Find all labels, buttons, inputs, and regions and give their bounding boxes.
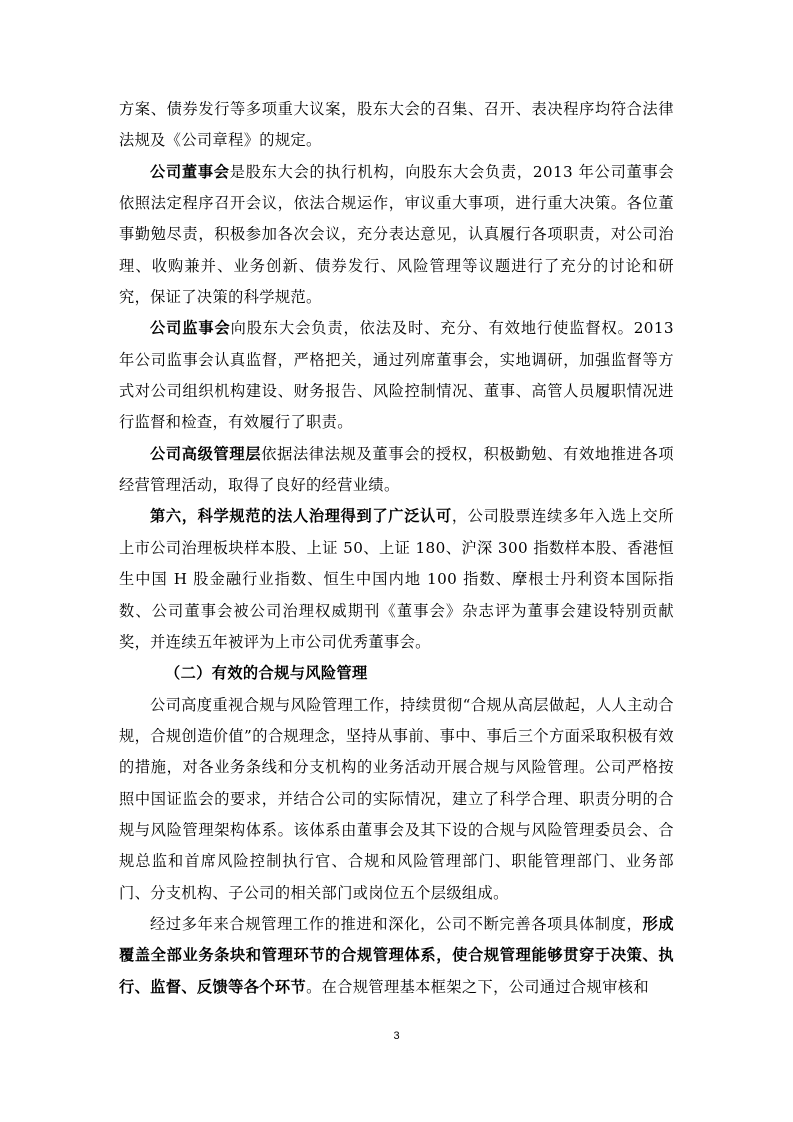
body-text bbox=[119, 94, 674, 1003]
paragraph-board-of-directors: 公司董事会是股东大会的执行机构，向股东大会负责，2013 年公司董事会依照法定程序召开会议，依法合规运作，审议重大事项，进行重大决策。各位董事勤勉尽责，积极参加各次会议，充分表达意见，认真履行各项职责，对公司治理、收购兼并、业务创新、债券发行、风险管理等议题进行了充分的讨论和研究，保证了决策的科学规范。 bbox=[119, 162, 675, 307]
paragraph-supervisory-board: 公司监事会向股东大会负责，依法及时、充分、有效地行使监督权。2013 年公司监事会认真监督，严格把关，通过列席董事会，实地调研，加强监督等方式对公司组织机构建设、财务报告、风险控制情况、董事、高管人员履职情况进行监督和检查，有效履行了职责。 bbox=[119, 319, 674, 432]
bold-lead: 公司监事会 bbox=[150, 319, 231, 338]
paragraph-recognition: 第六，科学规范的法人治理得到了广泛认可，公司股票连续多年入选上交所上市公司治理板块样本股、上证 50、上证 180、沪深 300 指数样本股、香港恒生中国 H 股金融行业指数、恒生中国内地 100 指数、摩根士丹利资本国际指数、公司董事会被公司治理权威期刊《董事会》杂志评为董事会建设特别贡献奖，并连续五年被评为上市公司优秀董事会。 bbox=[119, 507, 674, 651]
section-heading: （二）有效的合规与风险管理 bbox=[165, 664, 368, 683]
paragraph-continued: 方案、债券发行等多项重大议案，股东大会的召集、召开、表决程序均符合法律法规及《公司章程》的规定。 bbox=[119, 100, 674, 150]
page-number: 3 bbox=[393, 1030, 400, 1042]
bold-lead: 公司高级管理层 bbox=[150, 444, 262, 463]
paragraph-senior-management: 公司高级管理层依据法律法规及董事会的授权，积极勤勉、有效地推进各项经营管理活动，取得了良好的经营业绩。 bbox=[119, 444, 674, 495]
paragraph-compliance-overview: 公司高度重视合规与风险管理工作，持续贯彻“合规从高层做起，人人主动合规，合规创造价值”的合规理念，坚持从事前、事中、事后三个方面采取积极有效的措施，对各业务条线和分支机构的业务活动开展合规与风险管理。公司严格按照中国证监会的要求，并结合公司的实际情况，建立了科学合理、职责分明的合规与风险管理架构体系。该体系由董事会及其下设的合规与风险管理委员会、合规总监和首席风险控制执行官、合规和风险管理部门、职能管理部门、业务部门、分支机构、子公司的相关部门或岗位五个层级组成。 bbox=[119, 695, 674, 902]
bold-emphasis: 形成覆盖全部业务条块和管理环节的合规管理体系，使合规管理能够贯穿于决策、执行、监督、反馈等各个环节 bbox=[119, 914, 674, 996]
bold-lead: 第六，科学规范的法人治理得到了广泛认可 bbox=[150, 507, 452, 526]
paragraph-compliance-system: 经过多年来合规管理工作的推进和深化，公司不断完善各项具体制度，形成覆盖全部业务条块和管理环节的合规管理体系，使合规管理能够贯穿于决策、执行、监督、反馈等各个环节。在合规管理基本框架之下，公司通过合规审核和 bbox=[119, 914, 674, 996]
bold-lead: 公司董事会 bbox=[150, 162, 230, 181]
